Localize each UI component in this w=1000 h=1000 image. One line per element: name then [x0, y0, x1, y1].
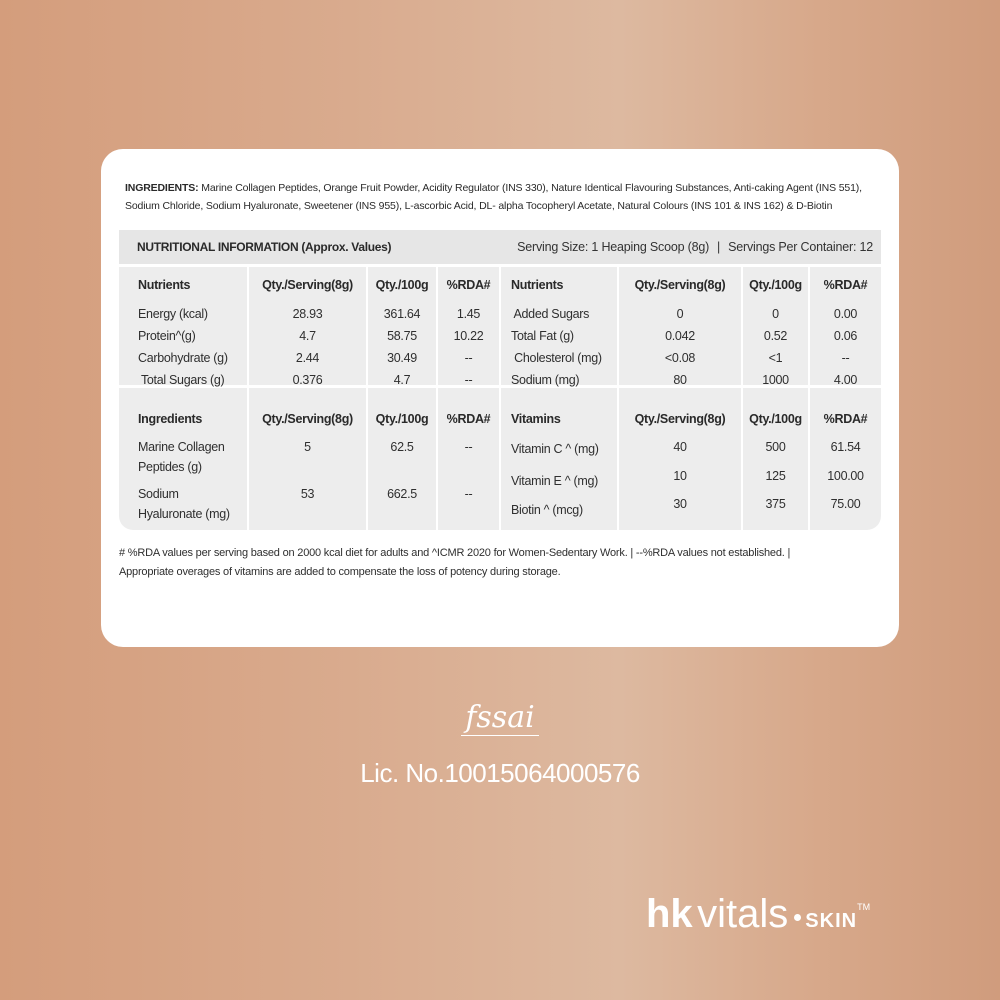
vitamin-rda: 61.54 [830, 440, 861, 454]
nutrient-name: Added Sugars [511, 307, 590, 321]
nutrient-qty-serving: 28.93 [292, 307, 323, 321]
vitamin-qty-serving: 40 [673, 440, 687, 454]
nutrient-rda: 0.06 [833, 329, 858, 343]
vitamin-name: Biotin ^ (mcg) [511, 503, 583, 517]
nutrient-qty-serving: 2.44 [295, 351, 320, 365]
nutrient-qty-100g: 361.64 [383, 307, 421, 321]
ingredients-label: INGREDIENTS: [125, 182, 199, 194]
nutrient-qty-serving: 4.7 [299, 329, 316, 343]
license-number: Lic. No.10015064000576 [360, 758, 640, 788]
nutrient-qty-serving: 0.042 [665, 329, 695, 343]
nutrient-name: Sodium (mg) [511, 373, 580, 387]
vitamin-qty-100g: 125 [765, 469, 786, 483]
brand-tm: TM [857, 902, 871, 912]
vitamin-qty-serving: 10 [673, 469, 687, 483]
brand-hk: hk [646, 892, 693, 936]
nutrient-rda: -- [841, 351, 850, 365]
nutrient-rda: -- [464, 373, 473, 387]
nutrient-qty-100g: 58.75 [387, 329, 417, 343]
vitamin-qty-100g: 500 [765, 440, 786, 454]
footnote-line-2: Appropriate overages of vitamins are added to compensate the loss of potency during storage. [119, 566, 561, 578]
footnote [119, 544, 879, 582]
nutrient-rda: 4.00 [833, 373, 858, 387]
nutrition-header [119, 230, 881, 264]
header-vitamins: Vitamins [511, 412, 561, 426]
nutrient-qty-serving: 0 [676, 307, 684, 321]
header-ingredients: Ingredients [138, 412, 203, 426]
header-qty-100g-right: Qty./100g [749, 412, 802, 426]
nutrient-rda: 0.00 [833, 307, 858, 321]
nutrition-label-card [101, 149, 899, 647]
nutrition-title: NUTRITIONAL INFORMATION (Approx. Values) [137, 240, 392, 254]
header-nutrients: Nutrients [138, 278, 191, 292]
ingredients-list: Marine Collagen Peptides, Orange Fruit Powder, Acidity Regulator (INS 330), Nature Identical Flavouring Substances, Anti-caking Agent (INS 551), Sodium Chloride, Sodium Hyaluronate, Sweetener (INS 955), L-ascorbic Acid, DL- alpha Tocopheryl Acetate, Natural Colours (INS 101 & INS 162) & D-Biotin [125, 182, 862, 212]
vitamin-qty-100g: 375 [765, 497, 786, 511]
fssai-logo [0, 700, 1000, 735]
vitamin-name: Vitamin C ^ (mg) [511, 442, 599, 456]
vitamin-rda: 75.00 [830, 497, 861, 511]
header-qty-serving-right: Qty./Serving(8g) [634, 278, 726, 292]
header-qty-serving-right: Qty./Serving(8g) [634, 412, 726, 426]
brand-skin: SKIN [805, 910, 858, 932]
nutrient-qty-serving: <0.08 [664, 351, 696, 365]
header-qty-100g: Qty./100g [375, 412, 429, 426]
header-qty-serving: Qty./Serving(8g) [262, 412, 353, 426]
nutrient-qty-100g: 0 [772, 307, 779, 321]
brand-dot-icon [794, 914, 801, 921]
nutrient-qty-serving: 0.376 [292, 373, 323, 387]
brand-vitals: vitals [697, 892, 789, 936]
header-qty-serving: Qty./Serving(8g) [262, 278, 353, 292]
nutrient-qty-100g: 4.7 [393, 373, 411, 387]
nutrient-name: Total Fat (g) [511, 329, 574, 343]
nutrient-qty-serving: 80 [673, 373, 687, 387]
nutrient-name: Cholesterol (mg) [511, 351, 602, 365]
ingredient-qty-serving: 53 [300, 487, 315, 501]
serving-info [517, 240, 873, 254]
header-rda-right: %RDA# [823, 278, 868, 292]
ingredient-qty-serving: 5 [304, 440, 311, 454]
ingredient-qty-100g: 62.5 [390, 440, 414, 454]
ingredients-text [125, 179, 885, 215]
grid-line [499, 267, 501, 530]
vitamin-rda: 100.00 [827, 469, 864, 483]
nutrient-qty-100g: <1 [768, 351, 783, 365]
servings-per-container: Servings Per Container: 12 [728, 240, 873, 254]
nutrition-table [119, 230, 881, 530]
ingredient-rda: -- [464, 440, 473, 454]
serving-separator: | [717, 240, 721, 254]
nutrient-rda: -- [464, 351, 473, 365]
header-qty-100g: Qty./100g [375, 278, 429, 292]
vitamin-qty-serving: 30 [673, 497, 687, 511]
nutrient-name: Energy (kcal) [138, 307, 208, 321]
header-qty-100g-right: Qty./100g [749, 278, 802, 292]
nutrient-rda: 1.45 [456, 307, 481, 321]
vitamin-name: Vitamin E ^ (mg) [511, 474, 598, 488]
brand-logo [646, 892, 870, 937]
nutrient-name: Protein^(g) [138, 329, 196, 343]
nutrient-qty-100g: 1000 [762, 373, 789, 387]
header-rda: %RDA# [446, 278, 491, 292]
nutrient-rda: 10.22 [453, 329, 484, 343]
footnote-line-1: # %RDA values per serving based on 2000 kcal diet for adults and ^ICMR 2020 for Women-Sedentary Work. | --%RDA values not established. | [119, 547, 791, 559]
nutrient-name: Total Sugars (g) [138, 373, 225, 387]
nutrient-qty-100g: 0.52 [763, 329, 788, 343]
ingredient-name: Sodium Hyaluronate (mg) [138, 487, 230, 521]
fssai-logo-text: fssai [461, 700, 538, 736]
ingredient-rda: -- [464, 487, 473, 501]
header-rda-right: %RDA# [823, 412, 868, 426]
serving-size: Serving Size: 1 Heaping Scoop (8g) [517, 240, 710, 254]
ingredient-qty-100g: 662.5 [387, 487, 417, 501]
nutrient-name: Carbohydrate (g) [138, 351, 228, 365]
ingredient-name: Marine Collagen Peptides (g) [138, 440, 225, 474]
header-nutrients-right: Nutrients [511, 278, 564, 292]
nutrient-qty-100g: 30.49 [387, 351, 417, 365]
header-rda: %RDA# [446, 412, 491, 426]
